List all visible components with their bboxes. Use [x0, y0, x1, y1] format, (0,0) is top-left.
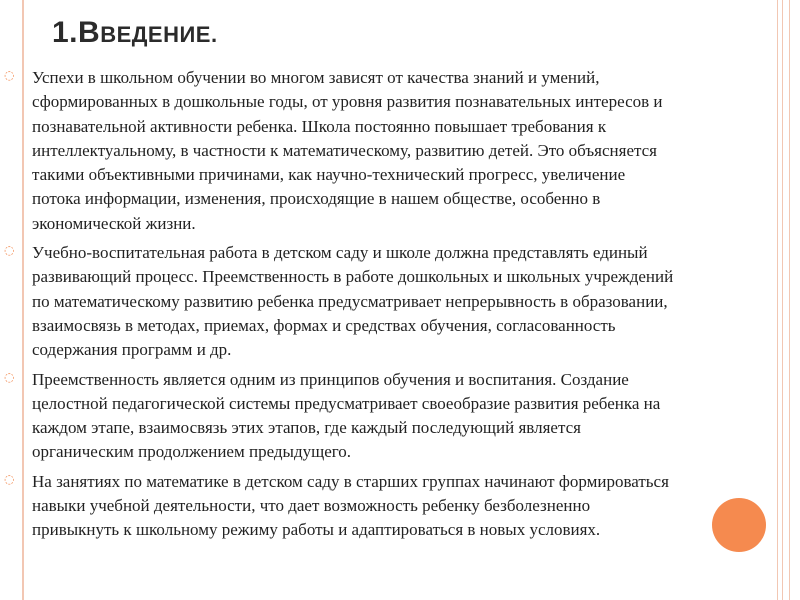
bullet-text-line: содержания программ и др.: [32, 340, 232, 360]
bullet-text-line: экономической жизни.: [32, 213, 196, 233]
bullet-item: [0, 66, 790, 236]
bullet-item: [0, 470, 790, 543]
bullet-text-line: На занятиях по математике в детском саду в старших группах начинают формироваться: [32, 471, 669, 491]
bullet-item: [0, 368, 790, 465]
bullet-text-line: Преемственность является одним из принципов обучения и воспитания. Создание: [32, 369, 629, 389]
bullet-text-line: сформированных в дошкольные годы, от уровня развития познавательных интересов и: [32, 92, 663, 112]
slide-title-rest: ВЕДЕНИЕ.: [100, 22, 218, 47]
bullet-text: [32, 66, 790, 236]
bullet-text-line: привыкнуть к школьному режиму работы и адаптироваться в новых условиях.: [32, 520, 601, 540]
bullet-text: [32, 241, 790, 362]
bullet-text-line: интеллектуальному, в частности к математическому, развитию детей. Это объясняется: [32, 140, 657, 160]
decorative-orange-circle: [712, 498, 766, 552]
bullet-text-line: такими объективными причинами, как научно-технический прогресс, увеличение: [32, 165, 626, 185]
slide-title: [52, 16, 218, 50]
bullet-text: [32, 470, 790, 543]
bullet-text-line: Учебно-воспитательная работа в детском саду и школе должна представлять единый: [32, 243, 648, 263]
bullet-marker-icon: ◌: [4, 68, 15, 82]
bullet-text-line: каждом этапе, взаимосвязь этих этапов, где каждый последующий является: [32, 418, 581, 438]
bullet-text-line: познавательной активности ребенка. Школа постоянно повышает требования к: [32, 116, 607, 136]
bullet-text-line: целостной педагогической системы предусматривает своеобразие развития ребенка на: [32, 393, 661, 413]
bullet-text-line: навыки учебной деятельности, что дает возможность ребенку безболезненно: [32, 496, 591, 516]
bullet-text-line: по математическому развитию ребенка предусматривает непрерывность в образовании,: [32, 291, 668, 311]
bullet-text-line: органическим продолжением предыдущего.: [32, 442, 352, 462]
bullet-list: [0, 66, 790, 548]
bullet-text-line: потока информации, изменения, происходящие в нашем обществе, особенно в: [32, 189, 601, 209]
bullet-marker-icon: ◌: [4, 471, 15, 486]
bullet-text-line: развивающий процесс. Преемственность в работе дошкольных и школьных учреждений: [32, 267, 674, 287]
slide-title-cap: 1.В: [52, 16, 101, 49]
bullet-item: [0, 241, 790, 362]
bullet-text-line: взаимосвязь в методах, приемах, формах и средствах обучения, согласованность: [32, 315, 616, 335]
bullet-marker-icon: ◌: [4, 369, 15, 384]
bullet-text: [32, 368, 790, 465]
bullet-text-line: Успехи в школьном обучении во многом зависят от качества знаний и умений,: [32, 68, 600, 87]
bullet-marker-icon: ◌: [4, 243, 15, 258]
